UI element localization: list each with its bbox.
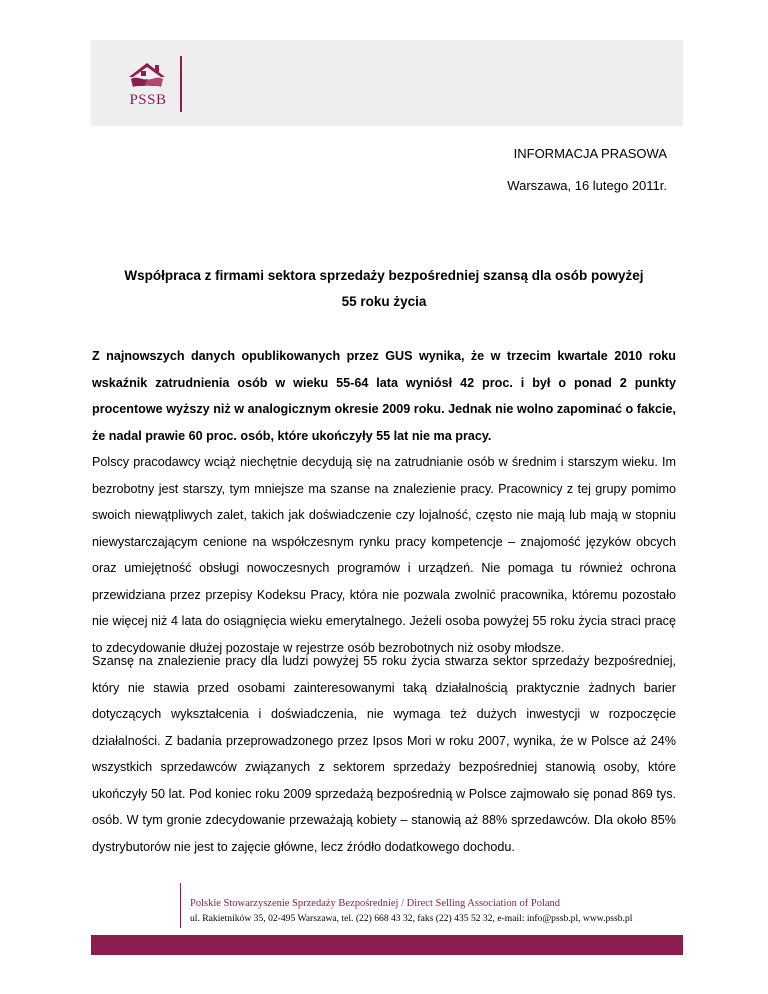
body-paragraph-1: Polscy pracodawcy wciąż niechętnie decydują się na zatrudnianie osób w średnim i starszym wieku. Im bezrobotny jest starszy, tym mniejsze ma szanse na znalezienie pracy. Pracownicy z tej grupy pomimo swoich niewątpliwych zalet, takich jak doświadczenie czy lojalność, często nie mają lub mają w stopniu niewystarczającym cenione na współczesnym rynku pracy kompetencje – znajomość języków obcych oraz umiejętność obsługi nowoczesnych programów i urządzeń. Nie pomaga tu również ochrona przewidziana przez przepisy Kodeksu Pracy, która nie pozwala zwolnić pracownika, któremu pozostało nie więcej niż 4 lata do osiągnięcia wieku emerytalnego. Jeżeli osoba powyżej 55 roku życia straci pracę to zdecydowanie dłużej pozostaje w rejestrze osób bezrobotnych niż osoby młodsze. — [92, 455, 676, 655]
logo-wordmark: PSSB — [129, 92, 167, 108]
footer-address: ul. Rakietników 35, 02-495 Warszawa, tel. (22) 668 43 32, faks (22) 435 52 32, e-mail: info@pssb.pl, www.pssb.pl — [190, 913, 633, 924]
lead-paragraph: Z najnowszych danych opublikowanych przez GUS wynika, że w trzecim kwartale 2010 roku wskaźnik zatrudnienia osób w wieku 55-64 lata wyniósł 42 proc. i był o ponad 2 punkty procentowe wyższy niż w analogicznym okresie 2009 roku. Jednak nie wolno zapominać o fakcie, że nadal prawie 60 proc. osób, które ukończyły 55 lat nie ma pracy. — [92, 349, 676, 443]
footer-band — [91, 935, 683, 955]
press-release-label: INFORMACJA PRASOWA — [513, 146, 667, 161]
article-title — [92, 263, 676, 315]
dateline: Warszawa, 16 lutego 2011r. — [507, 178, 667, 193]
article-title-line-1: Współpraca z firmami sektora sprzedaży bezpośredniej szansą dla osób powyżej — [124, 268, 644, 283]
footer-divider — [180, 883, 181, 928]
logo-divider — [180, 56, 182, 112]
article-title-line-2: 55 roku życia — [341, 294, 427, 309]
footer-organization: Polskie Stowarzyszenie Sprzedaży Bezpośredniej / Direct Selling Association of Poland — [190, 898, 561, 909]
body-paragraph-2: Szansę na znalezienie pracy dla ludzi powyżej 55 roku życia stwarza sektor sprzedaży bezpośredniej, który nie stawia przed osobami zainteresowanymi taką działalnością praktycznie żadnych barier dotyczących wykształcenia i doświadczenia, nie wymaga też dużych inwestycji w rozpoczęcie działalności. Z badania przeprowadzonego przez Ipsos Mori w roku 2007, wynika, że w Polsce aż 24% wszystkich sprzedawców związanych z sektorem sprzedaży bezpośredniej stanowią osoby, które ukończyły 50 lat. Pod koniec roku 2009 sprzedażą bezpośrednią w Polsce zajmowało się ponad 869 tys. osób. W tym gronie zdecydowanie przeważają kobiety – stanowią aż 88% sprzedawców. Dla około 85% dystrybutorów nie jest to zajęcie główne, lecz źródło dodatkowego dochodu. — [92, 654, 676, 854]
